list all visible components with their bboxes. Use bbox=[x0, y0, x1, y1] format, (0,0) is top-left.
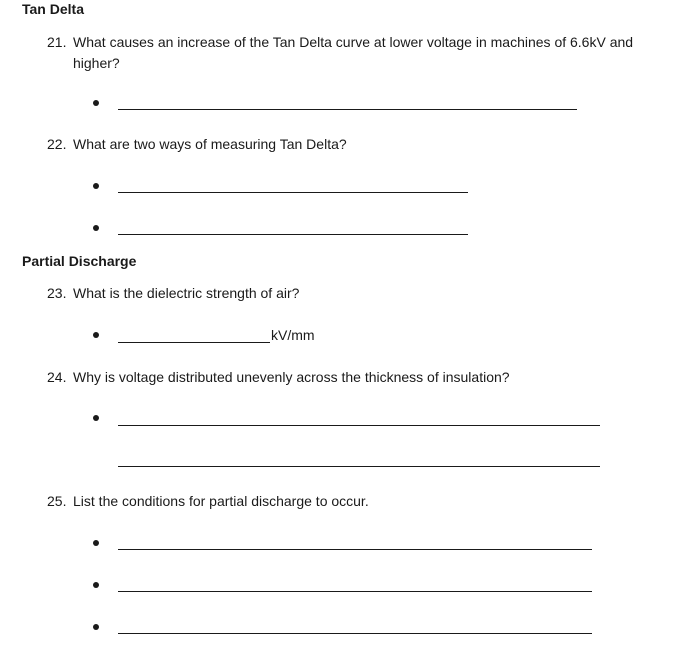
bullet-icon bbox=[93, 582, 99, 588]
question-number: 21. bbox=[47, 34, 67, 50]
answer-line-25a[interactable] bbox=[118, 549, 592, 550]
question-text: What are two ways of measuring Tan Delta? bbox=[73, 136, 347, 152]
question-22 bbox=[47, 134, 667, 156]
answer-line-22a[interactable] bbox=[118, 192, 468, 193]
bullet-icon bbox=[93, 100, 99, 106]
answer-line-25b[interactable] bbox=[118, 591, 592, 592]
bullet-icon bbox=[93, 415, 99, 421]
answer-line-21[interactable] bbox=[118, 109, 577, 110]
section-heading-partial-discharge: Partial Discharge bbox=[22, 253, 137, 269]
question-25 bbox=[47, 491, 667, 513]
question-text: What is the dielectric strength of air? bbox=[73, 285, 300, 301]
answer-line-23[interactable] bbox=[118, 342, 270, 343]
bullet-icon bbox=[93, 540, 99, 546]
answer-unit: kV/mm bbox=[271, 327, 315, 343]
answer-line-24a[interactable] bbox=[118, 425, 600, 426]
question-number: 23. bbox=[47, 285, 67, 301]
question-number: 24. bbox=[47, 369, 67, 385]
bullet-icon bbox=[93, 225, 99, 231]
question-text: What causes an increase of the Tan Delta curve at lower voltage in machines of 6.6kV and higher? bbox=[73, 34, 634, 71]
bullet-icon bbox=[93, 624, 99, 630]
bullet-icon bbox=[93, 183, 99, 189]
answer-line-22b[interactable] bbox=[118, 234, 468, 235]
bullet-icon bbox=[93, 332, 99, 338]
answer-line-24b[interactable] bbox=[118, 466, 600, 467]
question-number: 22. bbox=[47, 136, 67, 152]
section-heading-tan-delta: Tan Delta bbox=[22, 1, 84, 17]
question-number: 25. bbox=[47, 493, 67, 509]
question-24 bbox=[47, 367, 667, 389]
question-text: Why is voltage distributed unevenly across the thickness of insulation? bbox=[73, 369, 510, 385]
question-23 bbox=[47, 283, 667, 305]
question-text: List the conditions for partial discharge to occur. bbox=[73, 493, 369, 509]
question-21 bbox=[47, 32, 667, 76]
answer-line-25c[interactable] bbox=[118, 633, 592, 634]
